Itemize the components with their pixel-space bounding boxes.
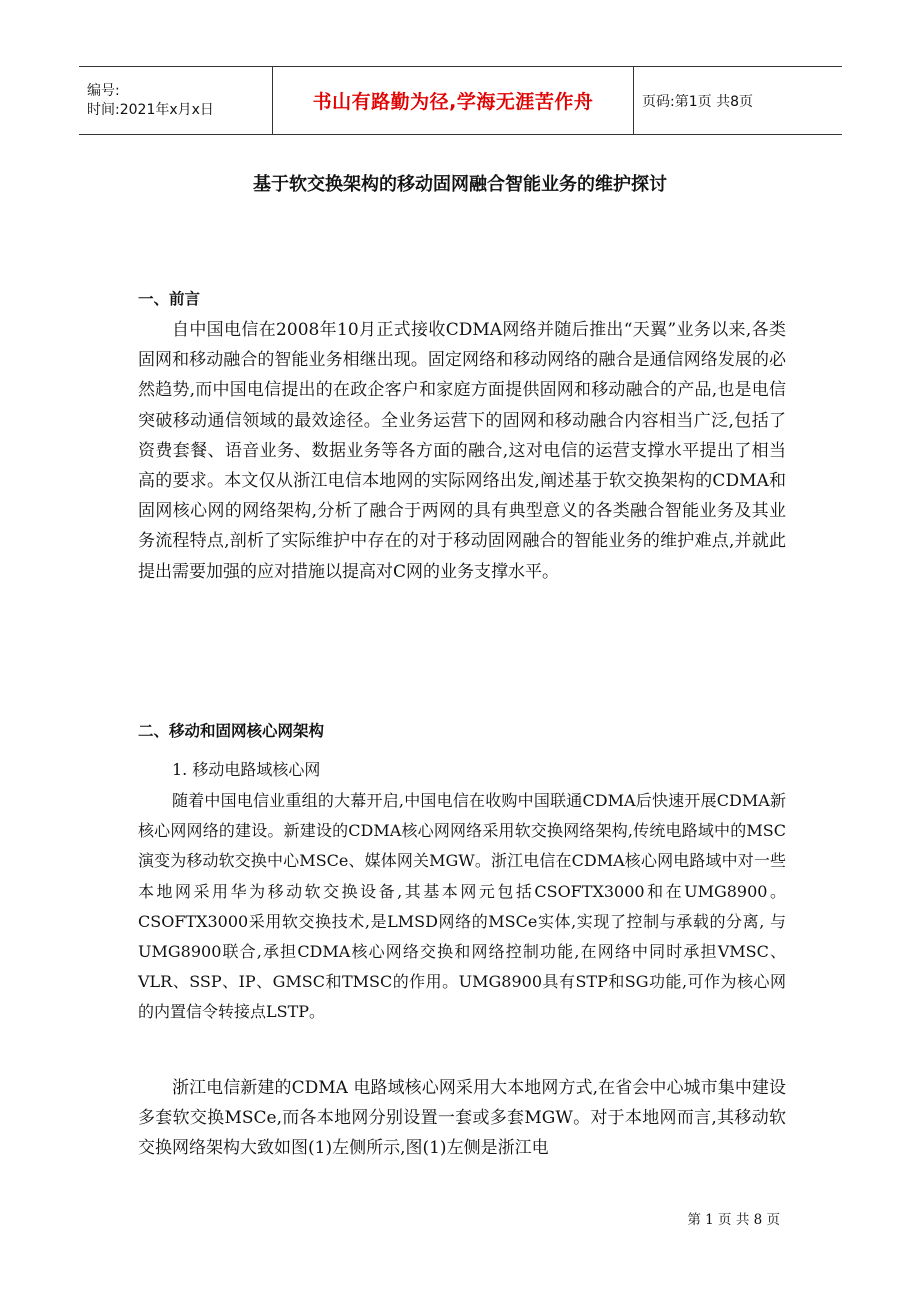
header-left-cell (79, 67, 272, 134)
header-page-cell (634, 67, 842, 134)
time-label: 时间:2021年x月x日 (87, 101, 214, 118)
header-motto-cell (272, 67, 634, 134)
paragraph-mobile-core: 随着中国电信业重组的大幕开启,中国电信在收购中国联通CDMA后快速开展CDMA新核心网网络的建设。新建设的CDMA核心网网络采用软交换网络架构,传统电路域中的MSC演变为移动软交换中心MSCe、媒体网关MGW。浙江电信在CDMA核心网电路域中对一些本地网采用华为移动软交换设备,其基本网元包括CSOFTX3000和在UMG8900。CSOFTX3000采用软交换技术,是LMSD网络的MSCe实体,实现了控制与承载的分离, 与UMG8900联合,承担CDMA核心网络交换和网络控制功能,在网络中同时承担VMSC、VLR、SSP、IP、GMSC和TMSC的作用。UMG8900具有STP和SG功能,可作为核心网的内置信令转接点LSTP。 (138, 791, 786, 1022)
page-info: 页码:第1页 共8页 (642, 93, 753, 110)
serial-label: 编号: (87, 82, 120, 99)
section-heading-architecture: 二、移动和固网核心网架构 (138, 722, 325, 740)
document-title: 基于软交换架构的移动固网融合智能业务的维护探讨 (253, 174, 667, 195)
paragraph-zhejiang-network: 浙江电信新建的CDMA 电路域核心网采用大本地网方式,在省会中心城市集中建设多套软交换MSCe,而各本地网分别设置一套或多套MGW。对于本地网而言,其移动软交换网络架构大致如图(1)左侧所示,图(1)左侧是浙江电 (138, 1078, 786, 1159)
header-table (79, 66, 842, 135)
paragraph-foreword: 自中国电信在2008年10月正式接收CDMA网络并随后推出“天翼”业务以来,各类固网和移动融合的智能业务相继出现。固定网络和移动网络的融合是通信网络发展的必然趋势,而中国电信提出的在政企客户和家庭方面提供固网和移动融合的产品,也是电信突破移动通信领域的最效途径。全业务运营下的固网和移动融合内容相当广泛,包括了资费套餐、语音业务、数据业务等各方面的融合,这对电信的运营支撑水平提出了相当高的要求。本文仅从浙江电信本地网的实际网络出发,阐述基于软交换架构的CDMA和固网核心网的网络架构,分析了融合于两网的具有典型意义的各类融合智能业务及其业务流程特点,剖析了实际维护中存在的对于移动固网融合的智能业务的维护难点,并就此提出需要加强的应对措施以提高对C网的业务支撑水平。 (138, 320, 786, 582)
section-heading-foreword: 一、前言 (138, 290, 201, 308)
subheading-mobile-core: 1. 移动电路域核心网 (172, 760, 321, 779)
motto-text: 书山有路勤为径,学海无涯苦作舟 (312, 91, 594, 113)
page-footer: 第 1 页 共 8 页 (687, 1212, 780, 1228)
